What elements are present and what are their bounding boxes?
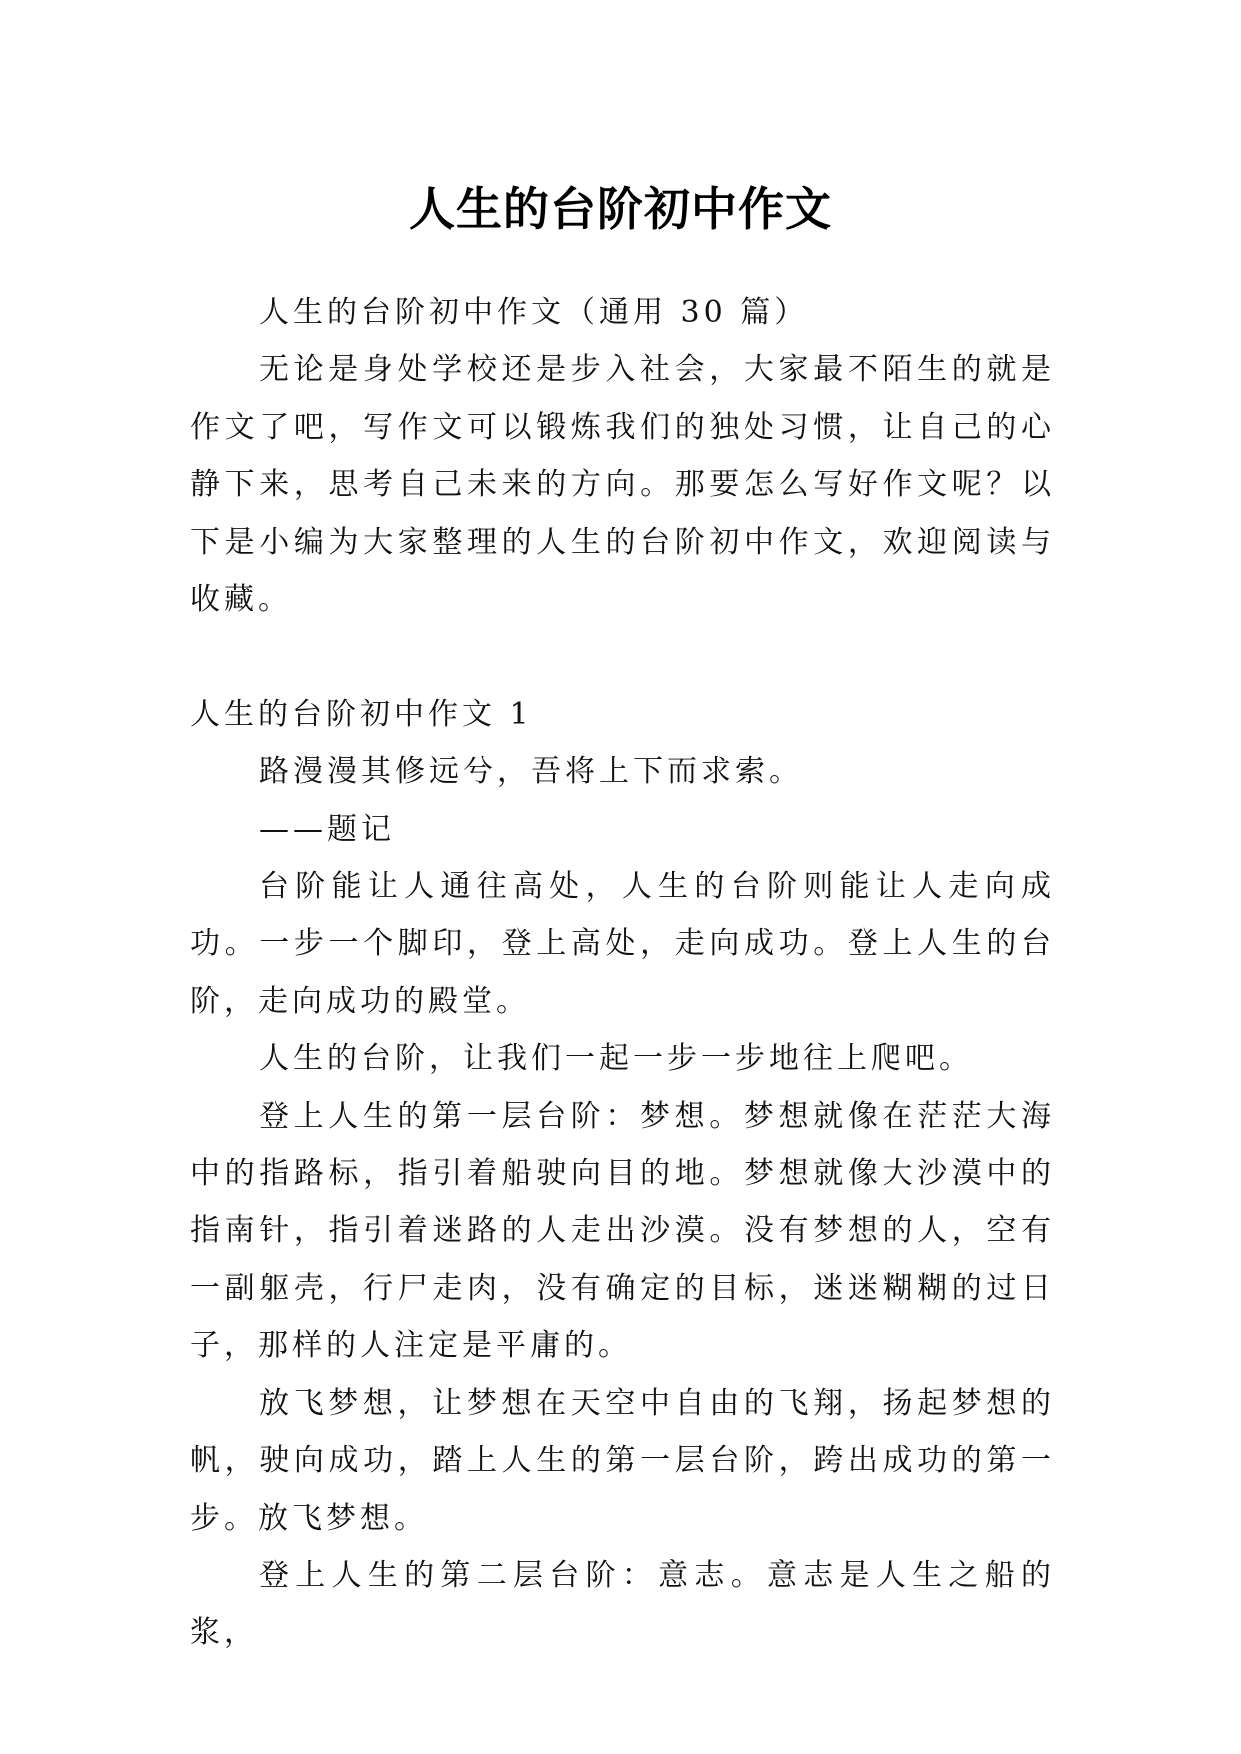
section-spacer (190, 628, 1055, 685)
body-paragraph: 人生的台阶，让我们一起一步一步地往上爬吧。 (259, 1041, 973, 1077)
document-body (190, 284, 1055, 1662)
body-paragraph: 登上人生的第一层台阶：梦想。梦想就像在茫茫大海中的指路标，指引着船驶向目的地。梦想就像大沙漠中的指南针，指引着迷路的人走出沙漠。没有梦想的人，空有一副躯壳，行尸走肉，没有确定的目标，迷迷糊糊的过日子，那样的人注定是平庸的。 (190, 1098, 1055, 1364)
epigraph-attribution: ——题记 (259, 811, 395, 847)
epigraph-line: 路漫漫其修远兮，吾将上下而求索。 (259, 754, 803, 790)
body-paragraph: 台阶能让人通往高处，人生的台阶则能让人走向成功。一步一个脚印，登上高处，走向成功。登上人生的台阶，走向成功的殿堂。 (190, 869, 1055, 1019)
intro-paragraph: 无论是身处学校还是步入社会，大家最不陌生的就是作文了吧，写作文可以锻炼我们的独处习惯，让自己的心静下来，思考自己未来的方向。那要怎么写好作文呢？以下是小编为大家整理的人生的台阶初中作文，欢迎阅读与收藏。 (190, 352, 1055, 618)
body-paragraph: 放飞梦想，让梦想在天空中自由的飞翔，扬起梦想的帆，驶向成功，踏上人生的第一层台阶，跨出成功的第一步。放飞梦想。 (190, 1385, 1055, 1536)
section-heading: 人生的台阶初中作文 1 (190, 696, 533, 732)
document-subtitle: 人生的台阶初中作文（通用 30 篇） (259, 295, 809, 330)
document-title: 人生的台阶初中作文 (409, 181, 832, 236)
body-paragraph: 登上人生的第二层台阶：意志。意志是人生之船的浆， (190, 1557, 1055, 1651)
